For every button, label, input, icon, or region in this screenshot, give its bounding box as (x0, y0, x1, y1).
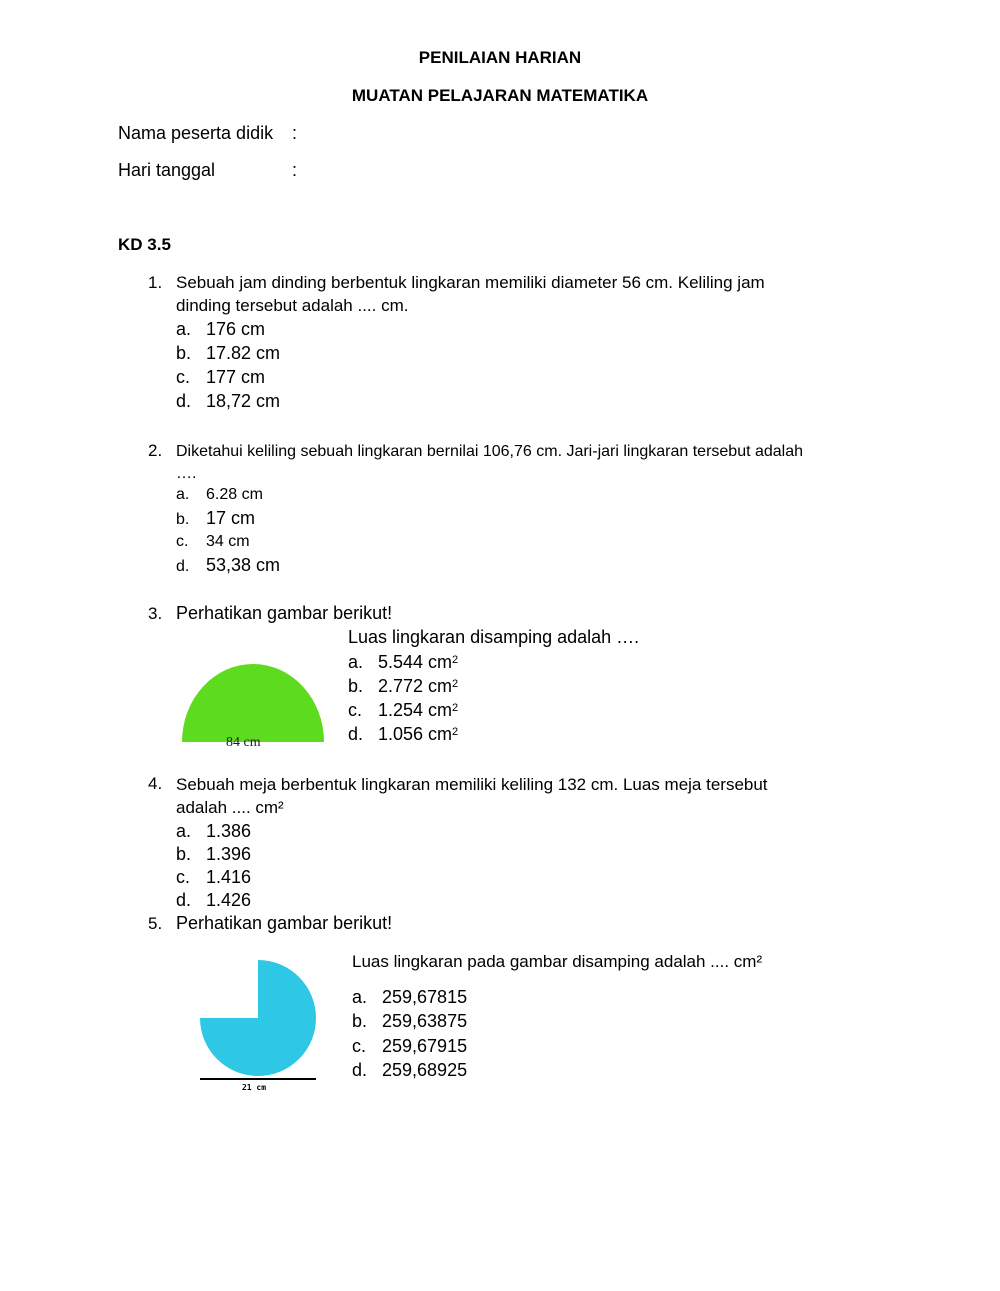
question-text: Sebuah meja berbentuk lingkaran memiliki keliling 132 cm. Luas meja tersebut (176, 775, 768, 794)
figure-label: 21 cm (241, 1083, 267, 1092)
option-d[interactable] (176, 888, 251, 912)
option-text: 1.056 (378, 724, 429, 744)
option-text: 2.772 (378, 676, 429, 696)
option-letter: c. (348, 700, 363, 720)
option-text: 1.386 (206, 821, 252, 841)
option-d[interactable] (176, 553, 280, 579)
option-a[interactable] (348, 650, 458, 674)
option-text: 259,67815 (382, 987, 468, 1007)
option-text: 1.416 (206, 867, 252, 887)
option-c[interactable] (176, 365, 265, 389)
option-text: 17.82 cm (206, 343, 281, 363)
option-letter: a. (176, 821, 192, 841)
option-b[interactable] (352, 1009, 467, 1033)
option-c[interactable] (176, 865, 251, 889)
option-b[interactable] (176, 842, 251, 866)
option-text: 1.396 (206, 844, 252, 864)
date-colon: : (292, 160, 298, 180)
page-subtitle: MUATAN PELAJARAN MATEMATIKA (351, 86, 649, 105)
option-unit: cm (428, 676, 453, 696)
option-unit-sup: 2 (452, 702, 459, 714)
option-letter: b. (176, 844, 192, 864)
option-text: 18,72 cm (206, 391, 281, 411)
option-letter: b. (348, 676, 364, 696)
option-letter: d. (176, 391, 192, 411)
option-a[interactable] (352, 985, 467, 1009)
option-unit-sup: 2 (452, 726, 459, 738)
option-letter: b. (176, 511, 190, 528)
three-quarter-circle-shape (200, 960, 316, 1076)
question-text: Sebuah jam dinding berbentuk lingkaran memiliki diameter 56 cm. Keliling jam (176, 273, 765, 292)
question-text: Diketahui keliling sebuah lingkaran bernilai 106,76 cm. Jari-jari lingkaran tersebut adalah (176, 443, 804, 460)
option-unit: cm (428, 700, 453, 720)
option-letter: b. (352, 1011, 368, 1031)
option-b[interactable] (176, 341, 280, 365)
option-text: 259,68925 (382, 1060, 468, 1080)
question-prompt: Luas lingkaran pada gambar disamping adalah .... cm² (352, 952, 763, 971)
option-letter: d. (352, 1060, 368, 1080)
option-unit-sup: 2 (452, 678, 459, 690)
question-prompt: Luas lingkaran disamping adalah …. (348, 627, 640, 647)
option-a[interactable] (176, 317, 265, 341)
option-text: 5.544 (378, 652, 429, 672)
option-text: 1.254 (378, 700, 429, 720)
question-text: …. (176, 465, 197, 482)
option-d[interactable] (348, 722, 458, 746)
option-letter: a. (352, 987, 368, 1007)
option-letter: c. (352, 1036, 367, 1056)
option-c[interactable] (352, 1034, 467, 1058)
section-heading: KD 3.5 (118, 235, 171, 254)
option-a[interactable] (176, 819, 251, 843)
option-text: 6.28 cm (206, 486, 263, 503)
semicircle-figure (176, 655, 336, 750)
option-unit: cm (428, 724, 453, 744)
option-text: 176 cm (206, 319, 266, 339)
question-text: dinding tersebut adalah .... cm. (176, 296, 409, 315)
page-title: PENILAIAN HARIAN (418, 48, 582, 67)
option-letter: d. (348, 724, 364, 744)
option-letter: a. (176, 486, 190, 503)
option-unit-sup: 2 (452, 654, 459, 666)
option-d[interactable] (352, 1058, 467, 1082)
three-quarter-circle-figure (192, 952, 322, 1094)
option-letter: c. (176, 867, 191, 887)
option-unit: cm (428, 652, 453, 672)
option-letter: c. (176, 367, 191, 387)
name-colon: : (292, 123, 298, 143)
option-text: 1.426 (206, 890, 252, 910)
option-letter: a. (176, 319, 192, 339)
question-number: 3. (148, 604, 163, 623)
option-text: 53,38 cm (206, 555, 281, 575)
option-letter: c. (176, 533, 189, 550)
option-text: 259,67915 (382, 1036, 468, 1056)
question-number: 1. (148, 273, 163, 292)
option-text: 259,63875 (382, 1011, 468, 1031)
option-d[interactable] (176, 389, 280, 413)
question-number: 4. (148, 774, 163, 793)
question-text: Perhatikan gambar berikut! (176, 603, 393, 623)
option-text: 17 cm (206, 508, 256, 528)
figure-label: 84 cm (226, 735, 261, 750)
date-label: Hari tanggal (118, 160, 216, 180)
option-letter: a. (348, 652, 364, 672)
option-a[interactable] (176, 483, 263, 507)
question-text: adalah .... cm² (176, 798, 284, 817)
option-letter: d. (176, 558, 190, 575)
semicircle-shape (182, 664, 324, 742)
question-text: Perhatikan gambar berikut! (176, 913, 393, 933)
option-b[interactable] (176, 506, 255, 532)
question-number: 5. (148, 914, 163, 933)
option-text: 34 cm (206, 533, 250, 550)
question-number: 2. (148, 441, 163, 460)
option-letter: b. (176, 343, 192, 363)
option-b[interactable] (348, 674, 458, 698)
name-label: Nama peserta didik (118, 123, 274, 143)
option-c[interactable] (176, 530, 250, 554)
option-c[interactable] (348, 698, 458, 722)
option-letter: d. (176, 890, 192, 910)
option-text: 177 cm (206, 367, 266, 387)
